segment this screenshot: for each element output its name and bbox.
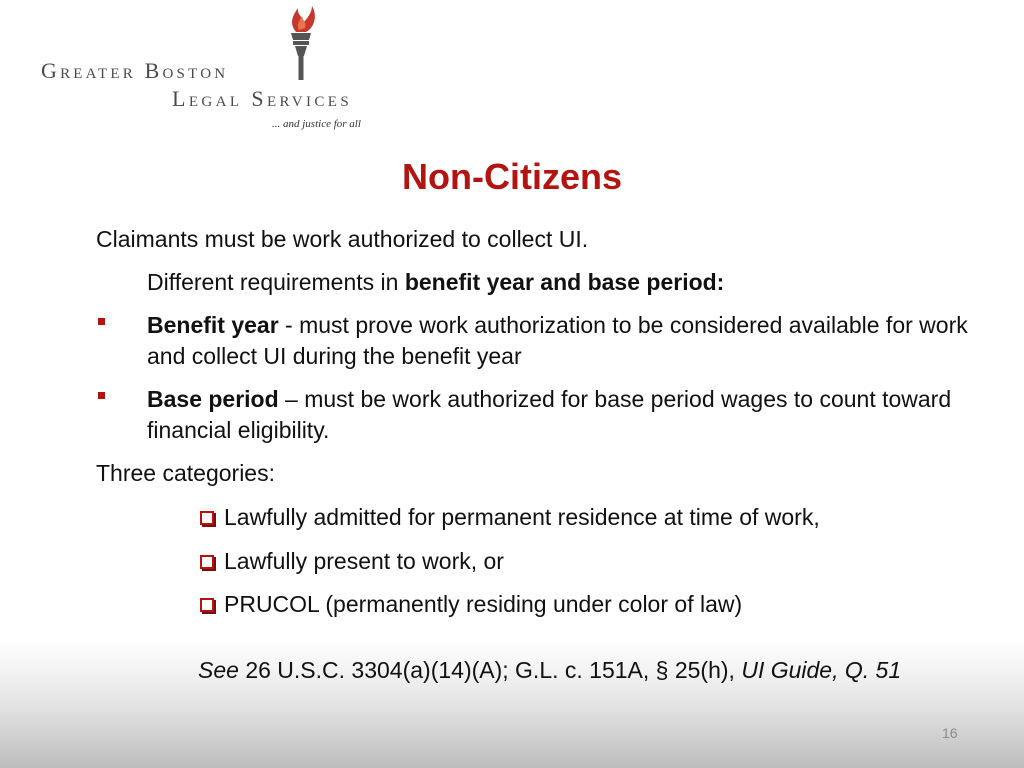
bullet-term: Base period bbox=[147, 386, 279, 412]
citation bbox=[198, 655, 901, 686]
citation-statutes: 26 U.S.C. 3304(a)(14)(A); G.L. c. 151A, § 25(h), bbox=[238, 657, 742, 683]
logo-line-2: Legal Services bbox=[172, 86, 353, 111]
intro-text: Claimants must be work authorized to collect UI. bbox=[96, 226, 589, 252]
bullet-term: Benefit year bbox=[147, 312, 279, 338]
slide-title: Non-Citizens bbox=[402, 156, 622, 197]
requirements-line bbox=[147, 267, 724, 298]
categories-heading: Three categories: bbox=[96, 460, 275, 486]
category-item: Lawfully admitted for permanent residence at time of work, bbox=[224, 504, 820, 530]
bullet-text: - must prove work authorization to be considered available for work and collect UI during the benefit year bbox=[147, 312, 968, 369]
bullet-base-period bbox=[147, 384, 977, 446]
requirements-prefix: Different requirements in bbox=[147, 269, 405, 295]
logo-tagline: ... and justice for all bbox=[272, 118, 361, 130]
bullet-benefit-year bbox=[147, 310, 977, 372]
category-item: Lawfully present to work, or bbox=[224, 548, 504, 574]
checkbox-icon bbox=[200, 511, 214, 525]
bullet-marker bbox=[98, 392, 105, 399]
checkbox-icon bbox=[200, 598, 214, 612]
gbls-logo bbox=[0, 0, 400, 140]
torch-icon bbox=[282, 4, 320, 82]
citation-see: See bbox=[198, 657, 239, 683]
requirements-bold: benefit year and base period: bbox=[404, 269, 725, 295]
checkbox-icon bbox=[200, 555, 214, 569]
page-number: 16 bbox=[942, 725, 958, 741]
bullet-marker bbox=[98, 318, 105, 325]
logo-line-1: Greater Boston bbox=[41, 58, 229, 83]
bullet-text: – must be work authorized for base period wages to count toward financial eligibility. bbox=[147, 386, 952, 443]
citation-guide: UI Guide, Q. 51 bbox=[741, 657, 902, 683]
category-item: PRUCOL (permanently residing under color of law) bbox=[224, 591, 743, 617]
